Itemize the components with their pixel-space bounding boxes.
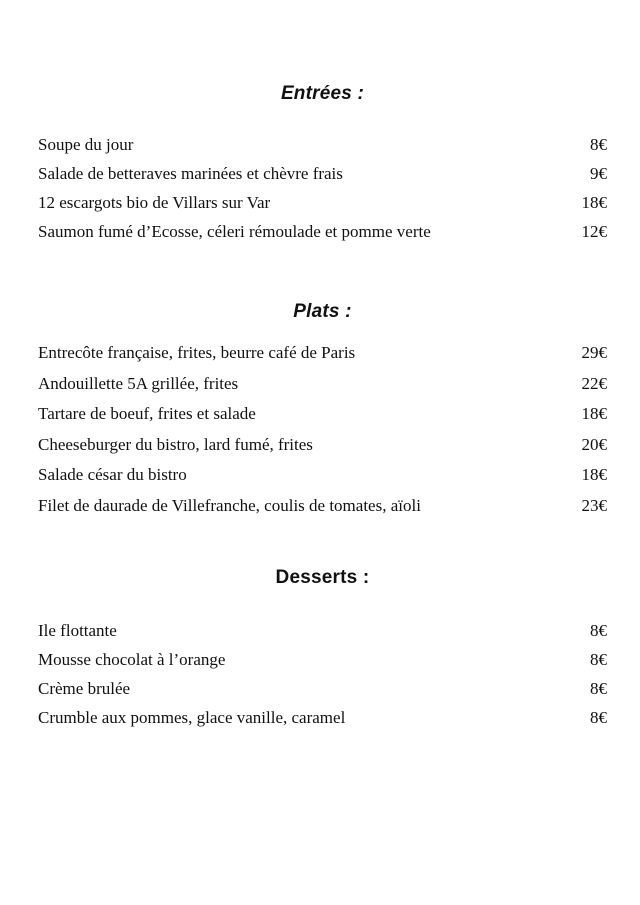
menu-section (38, 300, 607, 521)
item-price: 20€ (581, 434, 607, 454)
item-name: Saumon fumé d’Ecosse, céleri rémoulade et pomme verte (38, 222, 431, 241)
menu-item-row (38, 491, 607, 522)
menu-item-row (38, 460, 607, 491)
item-price: 9€ (590, 164, 607, 183)
menu-item-row (38, 188, 607, 217)
item-price: 22€ (581, 373, 607, 393)
item-price: 8€ (590, 135, 607, 154)
menu-item-row (38, 130, 607, 159)
item-name: Soupe du jour (38, 135, 134, 154)
menu-section (38, 566, 607, 732)
menu-item-row (38, 616, 607, 645)
item-name: Tartare de boeuf, frites et salade (38, 404, 256, 423)
item-name: Cheeseburger du bistro, lard fumé, frites (38, 434, 313, 454)
item-name: Salade de betteraves marinées et chèvre frais (38, 164, 343, 183)
menu-items (38, 130, 607, 246)
menu-item-row (38, 399, 607, 430)
item-name: Filet de daurade de Villefranche, coulis de tomates, aïoli (38, 495, 421, 515)
item-price: 29€ (581, 343, 607, 362)
item-name: Ile flottante (38, 621, 117, 640)
item-name: Crème brulée (38, 679, 131, 698)
item-price: 8€ (590, 650, 607, 669)
item-price: 8€ (590, 679, 607, 698)
menu-items (38, 338, 607, 521)
item-name: Andouillette 5A grillée, frites (38, 373, 239, 393)
item-name: Mousse chocolat à l’orange (38, 650, 226, 669)
item-name: Crumble aux pommes, glace vanille, caramel (38, 708, 346, 727)
menu-item-row (38, 674, 607, 703)
menu-item-row (38, 645, 607, 674)
section-title: Desserts : (275, 567, 370, 588)
item-price: 8€ (590, 621, 607, 640)
item-price: 18€ (581, 404, 607, 423)
menu-item-row (38, 369, 607, 400)
item-name: 12 escargots bio de Villars sur Var (38, 193, 271, 212)
section-title: Plats : (293, 301, 352, 322)
item-price: 23€ (581, 495, 607, 515)
item-name: Salade césar du bistro (38, 465, 187, 484)
menu-items (38, 616, 607, 732)
menu-section (38, 82, 607, 246)
menu-item-row (38, 217, 607, 246)
item-price: 18€ (581, 465, 607, 484)
menu (38, 82, 607, 732)
menu-item-row (38, 703, 607, 732)
menu-item-row (38, 159, 607, 188)
item-name: Entrecôte française, frites, beurre café de Paris (38, 343, 356, 362)
menu-item-row (38, 338, 607, 369)
item-price: 18€ (581, 193, 607, 212)
item-price: 8€ (590, 708, 607, 727)
item-price: 12€ (581, 222, 607, 241)
section-title: Entrées : (280, 83, 365, 104)
menu-item-row (38, 430, 607, 461)
